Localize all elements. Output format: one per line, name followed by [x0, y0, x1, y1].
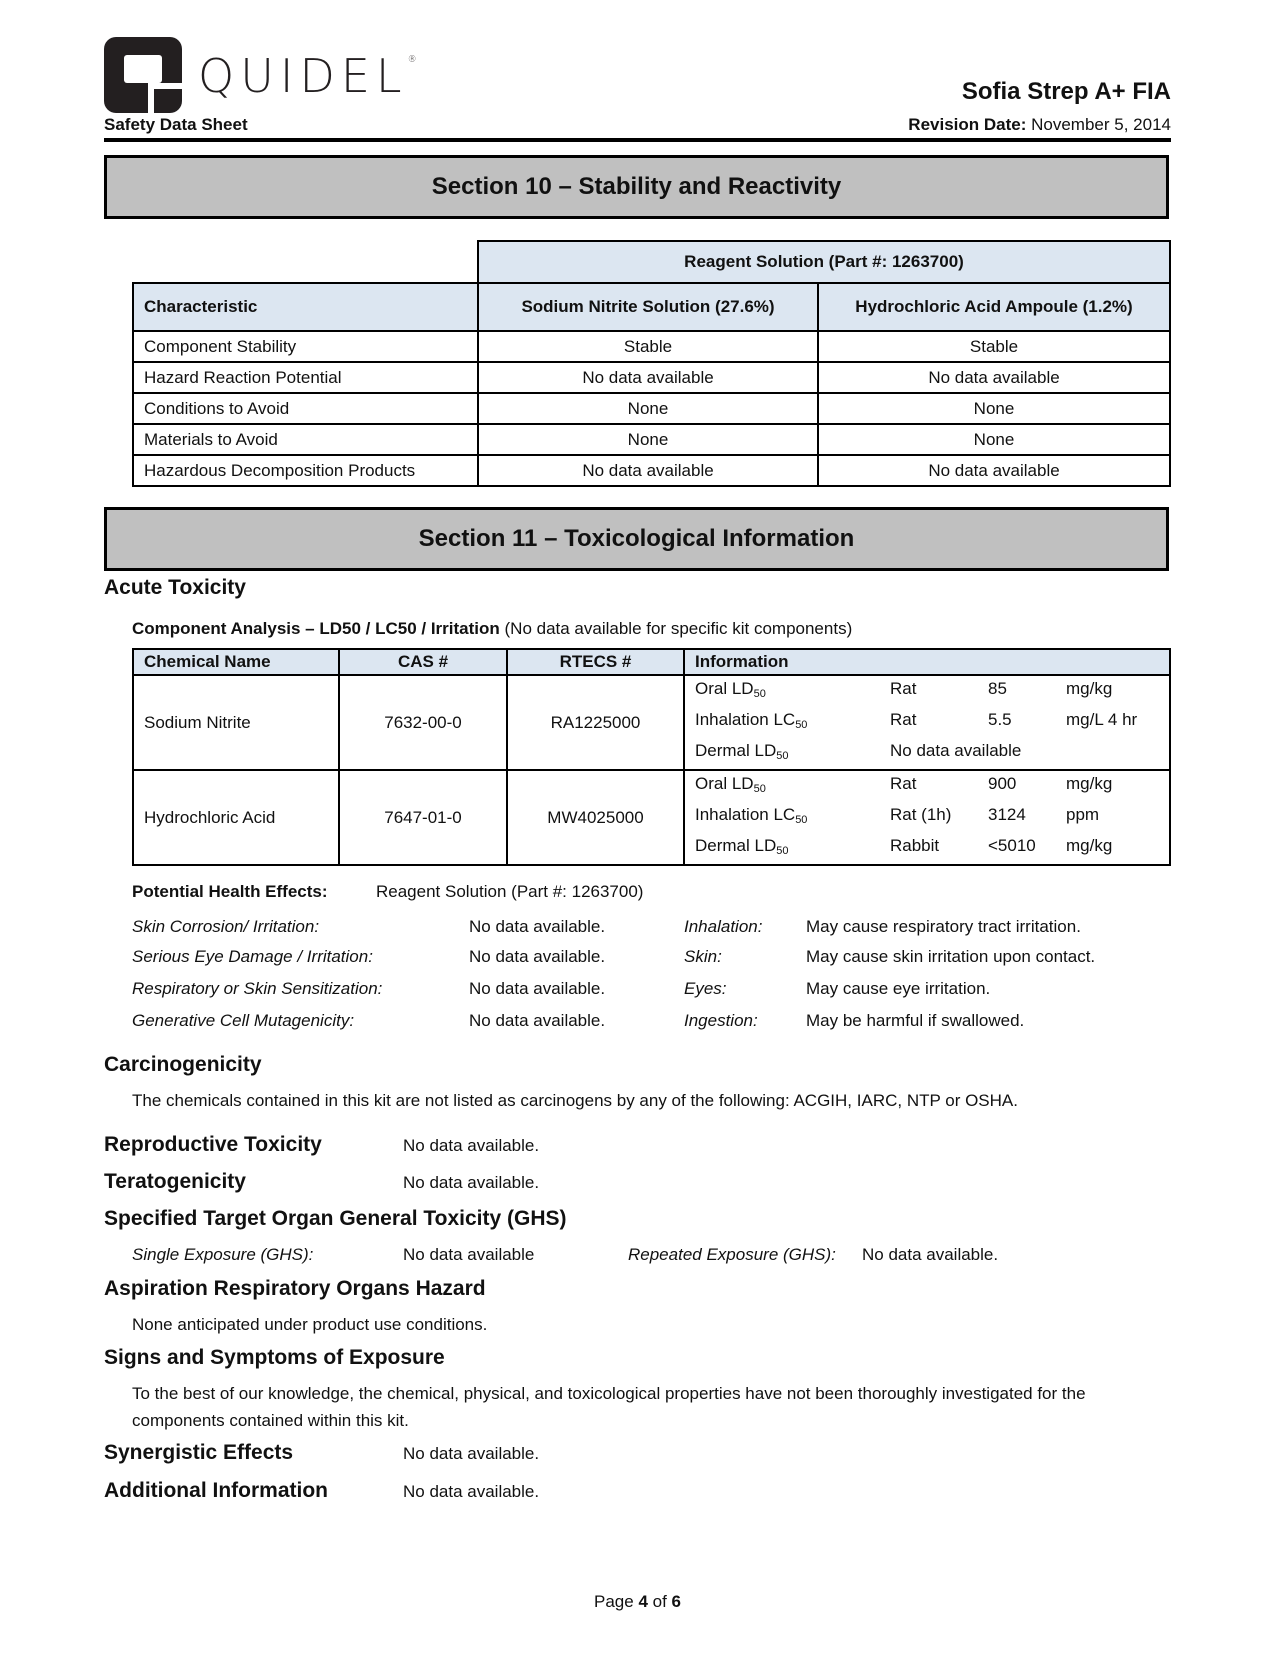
column-header: Chemical Name [133, 649, 339, 675]
additional-info-heading: Additional Information [104, 1479, 328, 1502]
column-header: Information [684, 649, 1170, 675]
page-number: Page 4 of 6 [594, 1592, 681, 1611]
column-header: RTECS # [507, 649, 684, 675]
revision-value: November 5, 2014 [1031, 115, 1171, 134]
revision-date [908, 115, 1171, 135]
toxicity-table [132, 648, 1171, 866]
product-name: Sofia Strep A+ FIA [961, 78, 1171, 105]
quidel-logo-mark-icon [104, 37, 182, 113]
table-row: Hydrochloric Acid 7647-01-0 MW4025000 Oral $LD_{50}$ Rat 900 mg/kg Inhalation $LC_{50}$ Rat (1h) 3124 ppm Dermal $LD_{50}$ Rabbit <5010 mg/kg [133, 770, 1170, 865]
carcinogenicity-text: The chemicals contained in this kit are not listed as carcinogens by any of the following: ACGIH, IARC, NTP or OSHA. [132, 1091, 1018, 1110]
table-row: Sodium Nitrite 7632-00-0 RA1225000 Oral $LD_{50}$ Rat 85 mg/kg Inhalation $LC_{50}$ Rat 5.5 mg/L 4 hr Dermal $LD_{50}$ No data available [133, 675, 1170, 770]
additional-info-value: No data available. [403, 1482, 540, 1501]
health-effect-row: Respiratory or Skin Sensitization: No data available. Eyes: May cause eye irritation. [132, 979, 991, 998]
column-header: Sodium Nitrite Solution (27.6%) [478, 283, 818, 331]
acute-toxicity-heading: Acute Toxicity [104, 576, 246, 599]
toxicity-info: Oral $LD_{50}$ Rat 85 mg/kg Inhalation $LC_{50}$ Rat 5.5 mg/L 4 hr Dermal $LD_{50}$ No data available [695, 679, 1138, 762]
teratogenicity-value: No data available. [403, 1173, 540, 1192]
single-exposure-label: Single Exposure (GHS): [132, 1245, 314, 1264]
table-row: Materials to Avoid None None [133, 424, 1170, 455]
toxicity-info: Oral $LD_{50}$ Rat 900 mg/kg Inhalation $LC_{50}$ Rat (1h) 3124 ppm Dermal $LD_{50}$ Rabbit <5010 mg/kg [695, 774, 1113, 857]
reagent-group-header: Reagent Solution (Part #: 1263700) [478, 241, 1170, 283]
component-analysis-line: Component Analysis – LD50 / LC50 / Irritation (No data available for specific kit components) [132, 619, 853, 638]
teratogenicity-heading: Teratogenicity [104, 1170, 246, 1193]
health-effect-row: Serious Eye Damage / Irritation: No data available. Skin: May cause skin irritation upon contact. [132, 947, 1096, 966]
reproductive-toxicity-value: No data available. [403, 1136, 540, 1155]
reproductive-toxicity-heading: Reproductive Toxicity [104, 1133, 322, 1156]
potential-health-effects-value: Reagent Solution (Part #: 1263700) [376, 882, 644, 901]
stability-table [132, 240, 1171, 487]
quidel-logo [104, 37, 417, 113]
section-11-banner: Section 11 – Toxicological Information [104, 507, 1169, 571]
table-row: Hazardous Decomposition Products No data available No data available [133, 455, 1170, 486]
signs-symptoms-text: To the best of our knowledge, the chemical, physical, and toxicological properties have not been thoroughly investigated for the components contained within this kit. [132, 1384, 1086, 1430]
synergistic-heading: Synergistic Effects [104, 1441, 294, 1464]
aspiration-text: None anticipated under product use conditions. [132, 1315, 488, 1334]
column-header: Hydrochloric Acid Ampoule (1.2%) [818, 283, 1170, 331]
health-effect-row: Skin Corrosion/ Irritation: No data available. Inhalation: May cause respiratory tract irritation. [132, 917, 1081, 936]
document-type: Safety Data Sheet [104, 115, 248, 134]
synergistic-value: No data available. [403, 1444, 540, 1463]
header-divider [104, 138, 1171, 142]
single-exposure-value: No data available [403, 1245, 535, 1264]
table-row: Component Stability Stable Stable [133, 331, 1170, 362]
repeated-exposure-label: Repeated Exposure (GHS): [628, 1245, 836, 1264]
carcinogenicity-heading: Carcinogenicity [104, 1053, 262, 1076]
column-header: Characteristic [133, 283, 478, 331]
table-row: Hazard Reaction Potential No data available No data available [133, 362, 1170, 393]
logo-wordmark: QUIDEL® [198, 49, 417, 103]
section-10-banner: Section 10 – Stability and Reactivity [104, 155, 1169, 219]
health-effect-row: Generative Cell Mutagenicity: No data available. Ingestion: May be harmful if swallowed. [132, 1011, 1025, 1030]
aspiration-heading: Aspiration Respiratory Organs Hazard [104, 1277, 486, 1300]
repeated-exposure-value: No data available. [862, 1245, 999, 1264]
column-header: CAS # [339, 649, 507, 675]
revision-label: Revision Date: [908, 115, 1027, 134]
signs-symptoms-heading: Signs and Symptoms of Exposure [104, 1346, 445, 1369]
table-row: Conditions to Avoid None None [133, 393, 1170, 424]
potential-health-effects-label: Potential Health Effects: [132, 882, 328, 901]
stot-heading: Specified Target Organ General Toxicity (GHS) [104, 1207, 567, 1230]
